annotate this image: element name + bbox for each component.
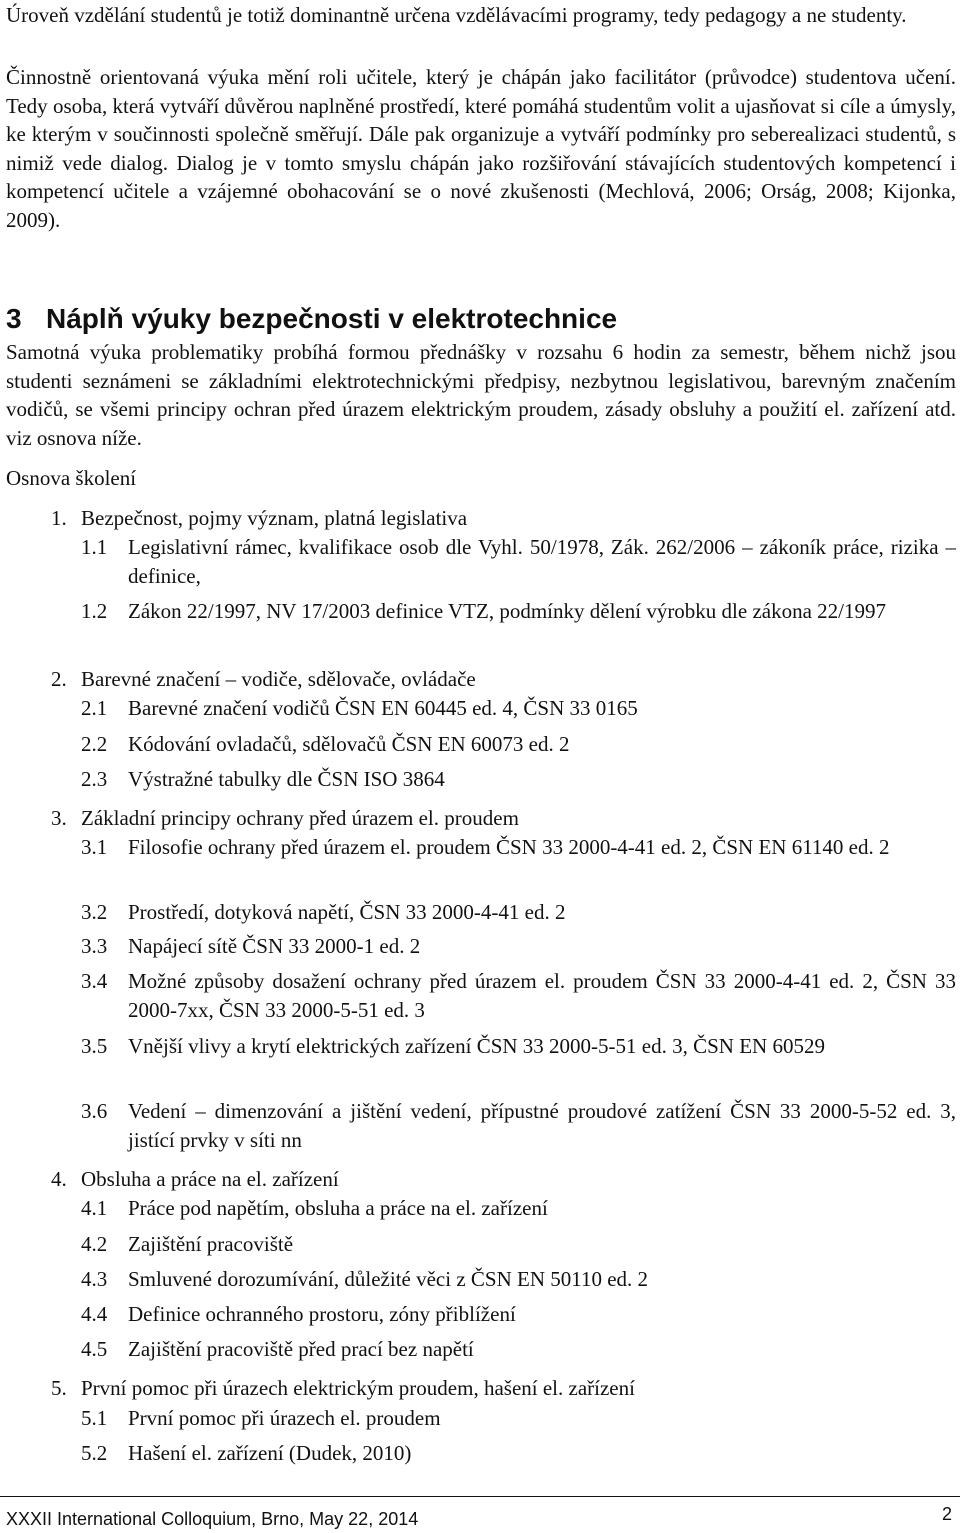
outline-subitem-number: 4.5 — [81, 1337, 108, 1361]
outline-subitem-text: Práce pod napětím, obsluha a práce na el. zařízení — [128, 1196, 548, 1220]
outline-subitem-text: Napájecí sítě ČSN 33 2000-1 ed. 2 — [128, 934, 421, 958]
outline-subitem-number: 2.3 — [81, 767, 108, 791]
outline-subitem-text: Výstražné tabulky dle ČSN ISO 3864 — [128, 767, 445, 791]
outline-subitem-number: 4.3 — [81, 1267, 108, 1291]
paragraph-intro: Úroveň vzdělání studentů je totiž dominantně určena vzdělávacími programy, tedy pedagogy a ne studenty. — [6, 3, 907, 27]
outline-subitem-text: Smluvené dorozumívání, důležité věci z ČSN EN 50110 ed. 2 — [128, 1267, 649, 1291]
outline-subitem-number: 4.2 — [81, 1232, 108, 1256]
outline-item — [51, 665, 951, 694]
section-number: 3 — [6, 303, 22, 334]
outline-subitem — [81, 694, 956, 723]
outline-subitem-number: 3.4 — [81, 969, 108, 993]
outline-subitem-text: Možné způsoby dosažení ochrany před úrazem el. proudem ČSN 33 2000-4-41 ed. 2, ČSN 33 2000-7xx, ČSN 33 2000-5-51 ed. 3 — [128, 969, 956, 1022]
outline-subitem-number: 1.2 — [81, 599, 108, 623]
outline-subitem-number: 4.1 — [81, 1196, 108, 1220]
section-title: Náplň výuky bezpečnosti v elektrotechnice — [46, 303, 618, 334]
outline-item — [51, 1374, 951, 1403]
outline-subitem — [81, 967, 956, 1025]
outline-subitem-number: 2.1 — [81, 696, 108, 720]
outline-subitem — [81, 730, 956, 759]
outline-subitem-number: 5.2 — [81, 1441, 108, 1465]
outline-subitem-text: Zajištění pracoviště — [128, 1232, 294, 1256]
outline-subitem-text: Prostředí, dotyková napětí, ČSN 33 2000-4-41 ed. 2 — [128, 900, 566, 924]
outline-subitem-text: První pomoc při úrazech el. proudem — [128, 1406, 441, 1430]
outline-subitem — [81, 932, 956, 961]
outline-subitem — [81, 1194, 956, 1223]
outline-subitem-number: 3.2 — [81, 900, 108, 924]
outline-subitem — [81, 1265, 956, 1294]
paragraph-course-description: Samotná výuka problematiky probíhá formou přednášky v rozsahu 6 hodin za semestr, během nichž jsou studenti seznámeni se základními elektrotechnickými předpisy, nezbytnou legislativou, barevným značením vodičů, se všemi principy ochran před úrazem elektrickým proudem, zásady obsluhy a použití el. zařízení atd. viz osnova níže. — [6, 340, 956, 450]
outline-subitem — [81, 898, 956, 927]
outline-subitem-number: 3.5 — [81, 1034, 108, 1058]
outline-subitem — [81, 765, 956, 794]
outline-item-number: 2. — [51, 667, 67, 691]
outline-subitem — [81, 1404, 956, 1433]
outline-subitem-number: 3.6 — [81, 1099, 108, 1123]
outline-subitem-text: Zajištění pracoviště před prací bez napětí — [128, 1337, 474, 1361]
outline-subitem-number: 4.4 — [81, 1302, 108, 1326]
outline-item-text: První pomoc při úrazech elektrickým proudem, hašení el. zařízení — [81, 1376, 635, 1400]
section-heading — [6, 299, 956, 339]
outline-subitem — [81, 1300, 956, 1329]
outline-subitem — [81, 1335, 956, 1364]
outline-title: Osnova školení — [6, 466, 137, 490]
outline-item-number: 3. — [51, 806, 67, 830]
outline-subitem-text: Zákon 22/1997, NV 17/2003 definice VTZ, podmínky dělení výrobku dle zákona 22/1997 — [128, 599, 887, 623]
outline-item — [51, 1165, 951, 1194]
outline-subitem — [81, 1032, 956, 1061]
outline-item — [51, 504, 951, 533]
outline-subitem — [81, 833, 956, 862]
outline-subitem-text: Filosofie ochrany před úrazem el. proudem ČSN 33 2000-4-41 ed. 2, ČSN EN 61140 ed. 2 — [128, 835, 890, 859]
outline-subitem-text: Vedení – dimenzování a jištění vedení, přípustné proudové zatížení ČSN 33 2000-5-52 ed. 3, jistící prvky v síti nn — [128, 1099, 956, 1152]
outline-item-number: 1. — [51, 506, 67, 530]
outline-item-number: 5. — [51, 1376, 67, 1400]
outline-subitem-text: Definice ochranného prostoru, zóny přiblížení — [128, 1302, 516, 1326]
outline-item-text: Základní principy ochrany před úrazem el. proudem — [81, 806, 519, 830]
outline-subitem-number: 3.1 — [81, 835, 108, 859]
outline-item-text: Obsluha a práce na el. zařízení — [81, 1167, 339, 1191]
outline-subitem-number: 1.1 — [81, 535, 108, 559]
outline-subitem-text: Legislativní rámec, kvalifikace osob dle Vyhl. 50/1978, Zák. 262/2006 – zákoník práce, rizika – definice, — [128, 535, 956, 588]
outline-item-number: 4. — [51, 1167, 67, 1191]
outline-subitem — [81, 1230, 956, 1259]
outline-subitem — [81, 533, 956, 591]
paragraph-facilitator: Činnostně orientovaná výuka mění roli učitele, který je chápán jako facilitátor (průvodce) studentova učení. Tedy osoba, která vytváří důvěrou naplněné prostředí, které pomáhá studentům volit a ujasňovat si cíle a úmysly, ke kterým v součinnosti společně směřují. Dále pak organizuje a vytváří podmínky pro seberealizaci studentů, s nimiž vede dialog. Dialog je v tomto smyslu chápán jako rozšiřování stávajících studentových kompetencí i kompetencí učitele a vzájemné obohacování se o nové zkušenosti (Mechlová, 2006; Orság, 2008; Kijonka, 2009). — [6, 65, 956, 232]
outline-subitem-text: Hašení el. zařízení (Dudek, 2010) — [128, 1441, 412, 1465]
page-number: 2 — [941, 1504, 952, 1524]
outline-subitem-number: 3.3 — [81, 934, 108, 958]
outline-subitem-text: Barevné značení vodičů ČSN EN 60445 ed. 4, ČSN 33 0165 — [128, 696, 638, 720]
outline-subitem-number: 5.1 — [81, 1406, 108, 1430]
outline-item-text: Barevné značení – vodiče, sdělovače, ovládače — [81, 667, 476, 691]
outline-subitem — [81, 1439, 956, 1468]
footer-divider — [0, 1496, 960, 1497]
outline-item-text: Bezpečnost, pojmy význam, platná legislativa — [81, 506, 468, 530]
outline-subitem-number: 2.2 — [81, 732, 108, 756]
outline-subitem-text: Vnější vlivy a krytí elektrických zařízení ČSN 33 2000-5-51 ed. 3, ČSN EN 60529 — [128, 1034, 825, 1058]
footer-conference: XXXII International Colloquium, Brno, May 22, 2014 — [6, 1509, 419, 1529]
outline-subitem — [81, 1097, 956, 1155]
outline-subitem — [81, 597, 956, 626]
outline-subitem-text: Kódování ovladačů, sdělovačů ČSN EN 60073 ed. 2 — [128, 732, 570, 756]
outline-item — [51, 804, 951, 833]
